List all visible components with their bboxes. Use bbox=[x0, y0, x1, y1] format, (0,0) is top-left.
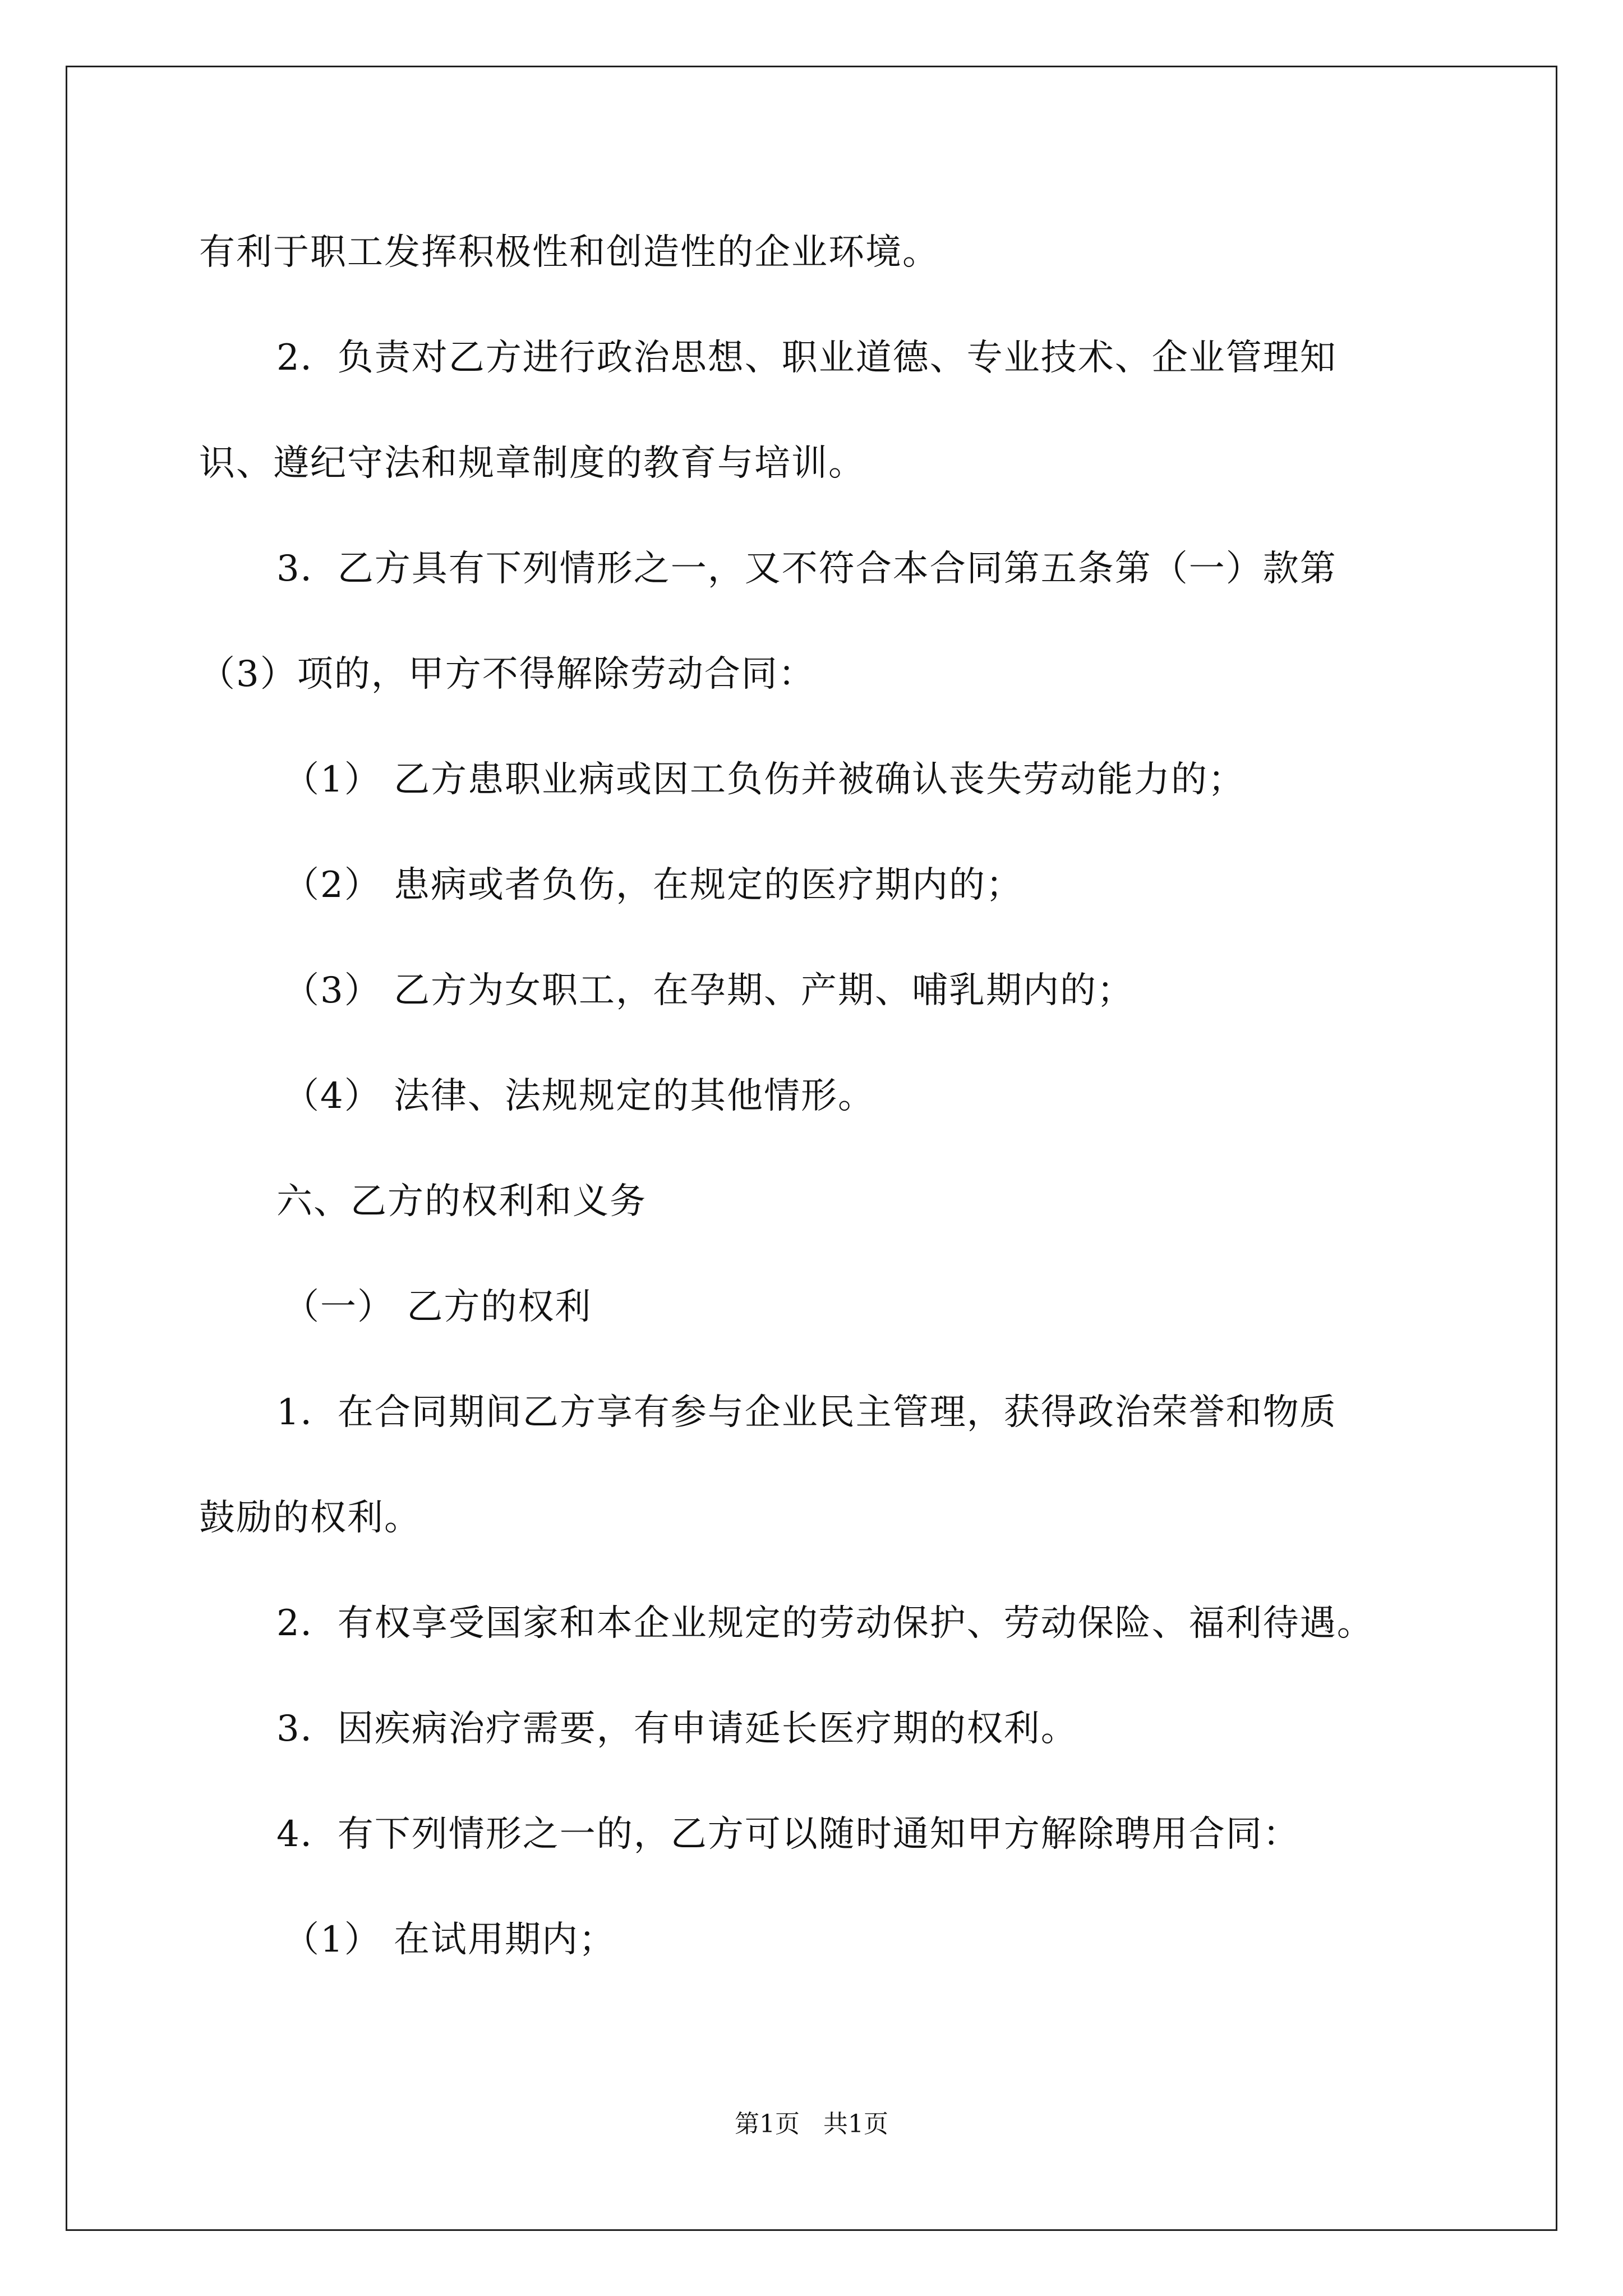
paragraph-line: 1．在合同期间乙方享有参与企业民主管理，获得政治荣誉和物质 bbox=[276, 1392, 1337, 1433]
page-footer bbox=[0, 2108, 1623, 2141]
subsection-heading: （一） 乙方的权利 bbox=[283, 1286, 592, 1328]
paragraph-line: 有利于职工发挥积极性和创造性的企业环境。 bbox=[199, 232, 939, 273]
section-heading: 六、乙方的权利和义务 bbox=[276, 1181, 647, 1222]
paragraph-line: 3．乙方具有下列情形之一，又不符合本合同第五条第（一）款第 bbox=[276, 548, 1337, 590]
paragraph-line: 鼓励的权利。 bbox=[199, 1497, 421, 1539]
list-item: （1） 乙方患职业病或因工负伤并被确认丧失劳动能力的； bbox=[283, 759, 1246, 800]
paragraph-line: 识、遵纪守法和规章制度的教育与培训。 bbox=[199, 443, 865, 484]
paragraph-line: （3）项的，甲方不得解除劳动合同： bbox=[199, 654, 815, 695]
paragraph-line: 3．因疾病治疗需要，有申请延长医疗期的权利。 bbox=[276, 1708, 1078, 1750]
page-number: 第1页 共1页 bbox=[735, 2110, 888, 2138]
list-item: （3） 乙方为女职工，在孕期、产期、哺乳期内的； bbox=[283, 970, 1135, 1011]
paragraph-line: 2．有权享受国家和本企业规定的劳动保护、劳动保险、福利待遇。 bbox=[276, 1603, 1374, 1644]
list-item: （4） 法律、法规规定的其他情形。 bbox=[283, 1075, 875, 1117]
list-item: （1） 在试用期内； bbox=[283, 1919, 616, 1961]
page-border bbox=[66, 66, 1557, 2231]
paragraph-line: 2．负责对乙方进行政治思想、职业道德、专业技术、企业管理知 bbox=[276, 337, 1337, 379]
paragraph-line: 4．有下列情形之一的，乙方可以随时通知甲方解除聘用合同： bbox=[276, 1814, 1300, 1855]
list-item: （2） 患病或者负伤，在规定的医疗期内的； bbox=[283, 864, 1023, 906]
